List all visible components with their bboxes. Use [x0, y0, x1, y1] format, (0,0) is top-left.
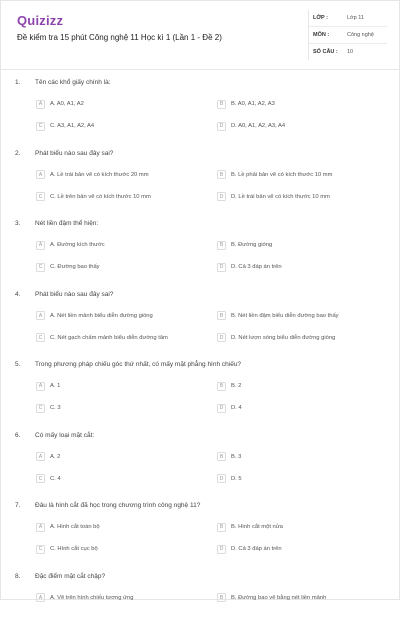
question-2: [1, 150, 400, 221]
option-c[interactable]: [36, 192, 151, 202]
option-text: A. Nét liền mảnh biểu diễn đường gióng: [50, 313, 153, 319]
option-letter-box: B: [217, 170, 226, 179]
option-text: C. Lề trên bản vẽ có kích thước 10 mm: [50, 194, 151, 200]
option-letter-box: C: [36, 263, 45, 272]
option-letter-box: A: [36, 382, 45, 391]
meta-value: Lớp 11: [347, 15, 364, 21]
option-text: D. 4: [231, 405, 242, 411]
option-text: B. Lề phải bản vẽ có kích thước 10 mm: [231, 172, 332, 178]
question-7: [1, 502, 400, 573]
option-a[interactable]: [36, 381, 60, 391]
option-letter-box: C: [36, 192, 45, 201]
option-text: A. Lề trái bản vẽ có kích thước 20 mm: [50, 172, 149, 178]
question-text: Đâu là hình cắt đã học trong chương trình công nghệ 11?: [35, 502, 200, 509]
question-text: Trong phương pháp chiếu góc thứ nhất, có mấy mặt phẳng hình chiếu?: [35, 361, 241, 368]
option-letter-box: A: [36, 593, 45, 602]
option-a[interactable]: [36, 452, 60, 462]
option-letter-box: C: [36, 122, 45, 131]
question-number: 5.: [15, 361, 20, 368]
option-text: B. Đường bao vẽ bằng nét liền mảnh: [231, 595, 326, 601]
option-text: C. Hình cắt cục bộ: [50, 546, 98, 552]
question-5: [1, 361, 400, 432]
option-a[interactable]: [36, 240, 105, 250]
question-text: Đặc điểm mặt cắt chập?: [35, 573, 105, 580]
option-d[interactable]: [217, 474, 242, 484]
question-number: 6.: [15, 432, 20, 439]
option-d[interactable]: [217, 403, 242, 413]
option-b[interactable]: [217, 170, 332, 180]
question-text: Phát biểu nào sau đây sai?: [35, 150, 113, 157]
option-letter-box: B: [217, 593, 226, 602]
option-letter-box: A: [36, 452, 45, 461]
meta-key: LỚP :: [309, 15, 347, 21]
option-a[interactable]: [36, 170, 149, 180]
option-letter-box: A: [36, 170, 45, 179]
option-text: A. Vẽ trên hình chiếu tương ứng: [50, 595, 133, 601]
option-text: B. A0, A1, A2, A3: [231, 101, 275, 107]
question-text: Phát biểu nào sau đây sai?: [35, 291, 113, 298]
option-letter-box: B: [217, 523, 226, 532]
option-text: D. Cả 3 đáp án trên: [231, 546, 282, 552]
option-b[interactable]: [217, 240, 272, 250]
option-letter-box: A: [36, 523, 45, 532]
option-d[interactable]: [217, 192, 330, 202]
meta-table: [308, 10, 387, 60]
worksheet-header: [1, 1, 399, 70]
option-letter-box: D: [217, 192, 226, 201]
question-list: [1, 79, 400, 643]
question-text: Có mấy loại mặt cắt:: [35, 432, 94, 439]
option-text: B. 3: [231, 454, 241, 460]
option-text: C. Nét gạch chấm mảnh biểu diễn đường tâm: [50, 335, 168, 341]
option-text: A. Hình cắt toàn bộ: [50, 524, 100, 530]
option-text: A. Đường kích thước: [50, 242, 105, 248]
option-c[interactable]: [36, 262, 100, 272]
option-letter-box: D: [217, 404, 226, 413]
option-c[interactable]: [36, 544, 98, 554]
option-c[interactable]: [36, 403, 61, 413]
option-letter-box: B: [217, 452, 226, 461]
option-a[interactable]: [36, 311, 153, 321]
option-text: A. 1: [50, 383, 60, 389]
option-text: B. Đường gióng: [231, 242, 272, 248]
option-b[interactable]: [217, 99, 275, 109]
option-text: C. 3: [50, 405, 61, 411]
option-d[interactable]: [217, 544, 282, 554]
question-3: [1, 220, 400, 291]
meta-key: SỐ CÂU :: [309, 49, 347, 55]
question-1: [1, 79, 400, 150]
option-c[interactable]: [36, 121, 94, 131]
option-d[interactable]: [217, 121, 285, 131]
option-letter-box: C: [36, 333, 45, 342]
option-a[interactable]: [36, 593, 133, 603]
option-letter-box: B: [217, 382, 226, 391]
option-letter-box: D: [217, 474, 226, 483]
meta-row-count: [309, 44, 387, 60]
option-text: D. 5: [231, 476, 242, 482]
option-text: D. A0, A1, A2, A3, A4: [231, 123, 285, 129]
meta-row-subject: [309, 27, 387, 44]
meta-row-class: [309, 10, 387, 27]
option-letter-box: C: [36, 404, 45, 413]
option-letter-box: A: [36, 100, 45, 109]
option-letter-box: A: [36, 241, 45, 250]
option-text: B. Hình cắt một nửa: [231, 524, 283, 530]
option-c[interactable]: [36, 474, 61, 484]
option-d[interactable]: [217, 333, 335, 343]
quizizz-logo: Quizizz: [17, 13, 63, 28]
option-letter-box: D: [217, 545, 226, 554]
question-text: Nét liền đậm thể hiện:: [35, 220, 98, 227]
option-letter-box: B: [217, 100, 226, 109]
question-text: Tên các khổ giấy chính là:: [35, 79, 111, 86]
option-letter-box: D: [217, 122, 226, 131]
option-text: D. Lề trái bản vẽ có kích thước 10 mm: [231, 194, 330, 200]
question-number: 3.: [15, 220, 20, 227]
meta-value: 10: [347, 49, 353, 55]
option-text: A. A0, A1, A2: [50, 101, 84, 107]
meta-key: MÔN :: [309, 32, 347, 38]
option-text: B. Nét liền đậm biểu diễn đường bao thấy: [231, 313, 339, 319]
option-text: C. Đường bao thấy: [50, 264, 100, 270]
option-a[interactable]: [36, 522, 100, 532]
option-text: D. Nét lượn sóng biểu diễn đường gióng: [231, 335, 335, 341]
option-b[interactable]: [217, 522, 283, 532]
option-letter-box: D: [217, 263, 226, 272]
question-number: 2.: [15, 150, 20, 157]
option-c[interactable]: [36, 333, 168, 343]
worksheet-title: Đề kiểm tra 15 phút Công nghệ 11 Học kì 1 (Lần 1 - Đề 2): [17, 33, 222, 42]
option-letter-box: B: [217, 311, 226, 320]
question-4: [1, 291, 400, 362]
meta-value: Công nghệ: [347, 32, 374, 38]
option-letter-box: C: [36, 545, 45, 554]
question-number: 1.: [15, 79, 20, 86]
option-letter-box: D: [217, 333, 226, 342]
option-text: C. A3, A1, A2, A4: [50, 123, 94, 129]
option-b[interactable]: [217, 593, 326, 603]
question-number: 4.: [15, 291, 20, 298]
question-8: [1, 573, 400, 643]
option-text: A. 2: [50, 454, 60, 460]
option-text: D. Cả 3 đáp án trên: [231, 264, 282, 270]
option-text: B. 2: [231, 383, 241, 389]
option-letter-box: A: [36, 311, 45, 320]
question-number: 8.: [15, 573, 20, 580]
option-letter-box: B: [217, 241, 226, 250]
question-number: 7.: [15, 502, 20, 509]
option-text: C. 4: [50, 476, 61, 482]
question-6: [1, 432, 400, 503]
option-b[interactable]: [217, 381, 241, 391]
option-letter-box: C: [36, 474, 45, 483]
option-b[interactable]: [217, 452, 241, 462]
option-a[interactable]: [36, 99, 84, 109]
option-b[interactable]: [217, 311, 339, 321]
option-d[interactable]: [217, 262, 282, 272]
